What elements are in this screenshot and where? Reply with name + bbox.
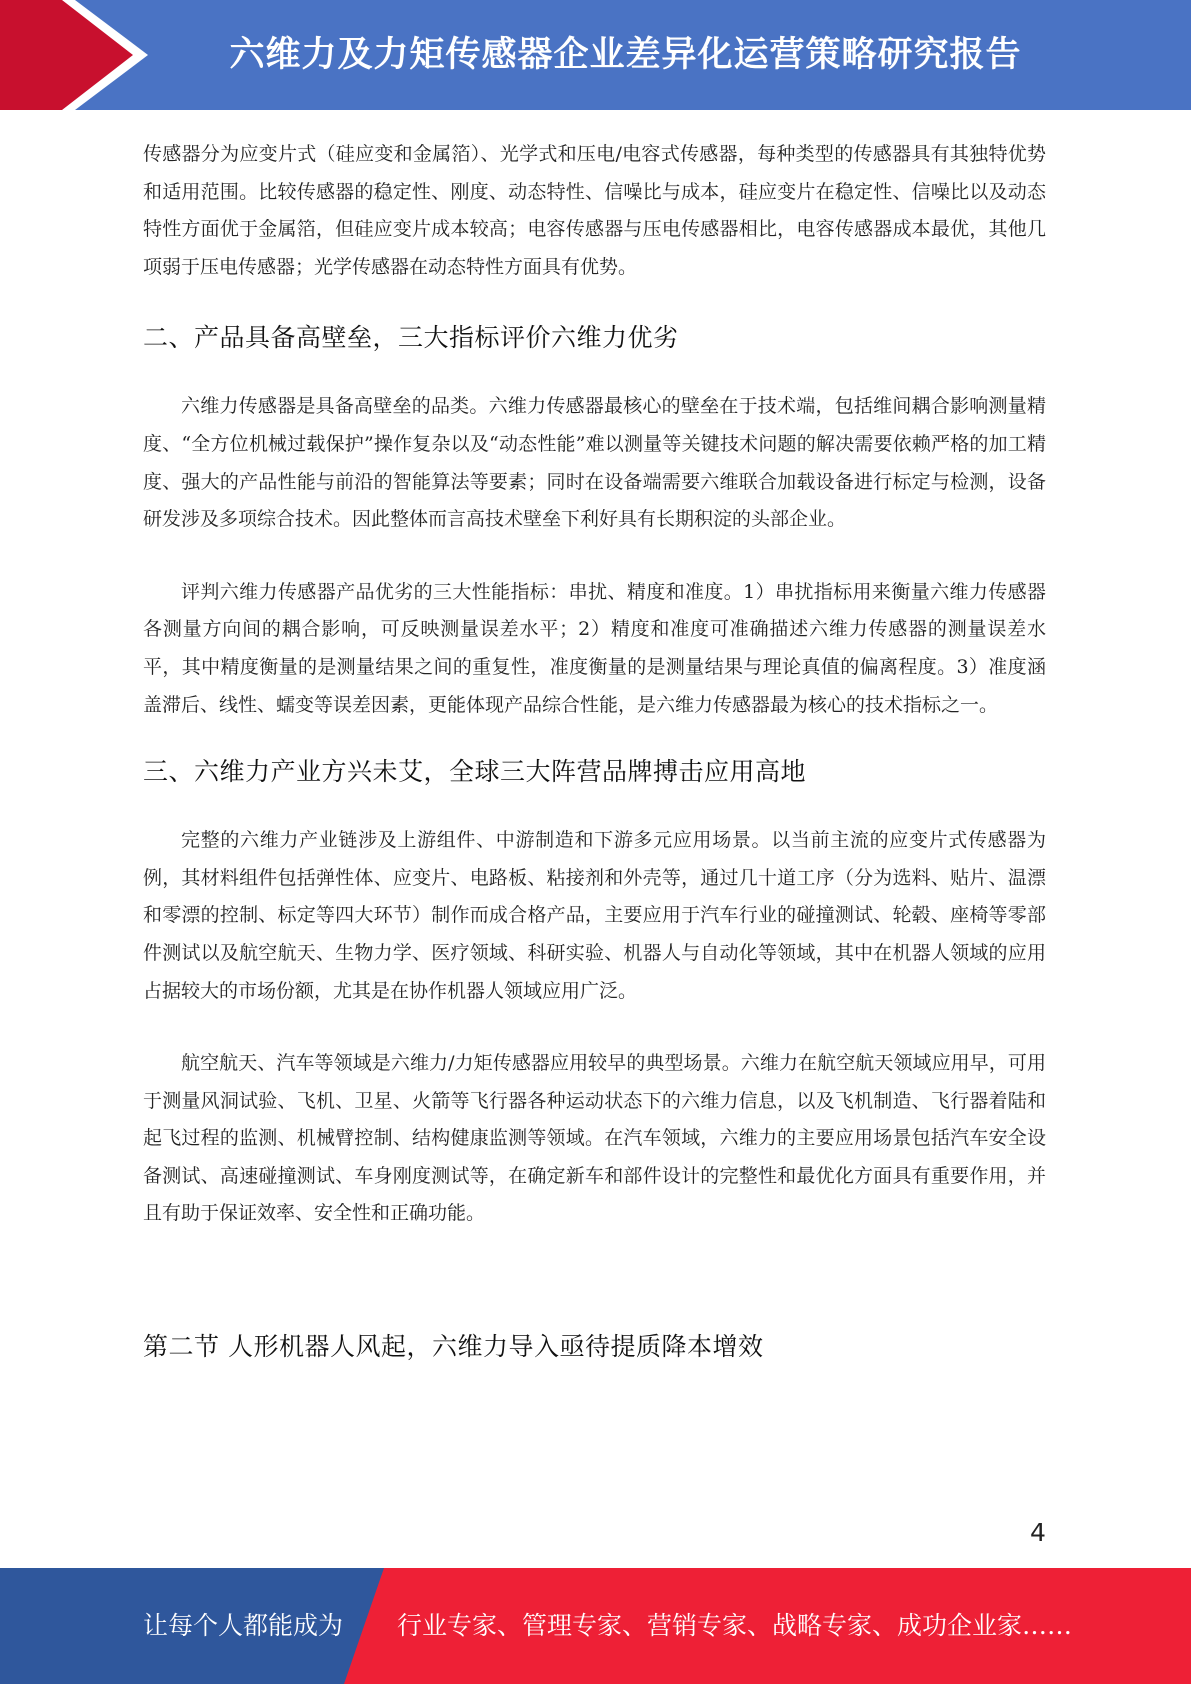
barrier-paragraph: 六维力传感器是具备高壁垒的品类。六维力传感器最核心的壁垒在于技术端，包括维间耦合影响测量精度、“全方位机械过载保护”操作复杂以及“动态性能”难以测量等关键技术问题的解决需要依赖严格的加工精度、强大的产品性能与前沿的智能算法等要素；同时在设备端需要六维联合加载设备进行标定与检测，设备研发涉及多项综合技术。因此整体而言高技术壁垒下利好具有长期积淀的头部企业。: [143, 395, 1046, 531]
report-title: 六维力及力矩传感器企业差异化运营策略研究报告: [229, 35, 1022, 75]
footer-slogan-right: 行业专家、管理专家、营销专家、战略专家、成功企业家……: [397, 1611, 1073, 1640]
page-footer: [0, 1568, 1191, 1684]
chapter-section-title: 第二节 人形机器人风起，六维力导入亟待提质降本增效: [143, 1332, 764, 1362]
page-header: [0, 0, 1191, 110]
intro-paragraph: 传感器分为应变片式（硅应变和金属箔）、光学式和压电/电容式传感器，每种类型的传感器具有其独特优势和适用范围。比较传感器的稳定性、刚度、动态特性、信噪比与成本，硅应变片在稳定性、信噪比以及动态特性方面优于金属箔，但硅应变片成本较高；电容传感器与压电传感器相比，电容传感器成本最优，其他几项弱于压电传感器；光学传感器在动态特性方面具有优势。: [143, 143, 1046, 278]
aerospace-auto-paragraph: 航空航天、汽车等领域是六维力/力矩传感器应用较早的典型场景。六维力在航空航天领域应用早，可用于测量风洞试验、飞机、卫星、火箭等飞行器各种运动状态下的六维力信息，以及飞机制造、飞行器着陆和起飞过程的监测、机械臂控制、结构健康监测等领域。在汽车领域，六维力的主要应用场景包括汽车安全设备测试、高速碰撞测试、车身刚度测试等，在确定新车和部件设计的完整性和最优化方面具有重要作用，并且有助于保证效率、安全性和正确功能。: [143, 1052, 1046, 1225]
page-number: 4: [1030, 1518, 1046, 1547]
metrics-paragraph: 评判六维力传感器产品优劣的三大性能指标：串扰、精度和准度。1）串扰指标用来衡量六维力传感器各测量方向间的耦合影响，可反映测量误差水平；2）精度和准度可准确描述六维力传感器的测量误差水平，其中精度衡量的是测量结果之间的重复性，准度衡量的是测量结果与理论真值的偏离程度。3）准度涵盖滞后、线性、蠕变等误差因素，更能体现产品综合性能，是六维力传感器最为核心的技术指标之一。: [143, 580, 1046, 716]
main-content: [143, 136, 1046, 1363]
industry-chain-paragraph: 完整的六维力产业链涉及上游组件、中游制造和下游多元应用场景。以当前主流的应变片式传感器为例，其材料组件包括弹性体、应变片、电路板、粘接剂和外壳等，通过几十道工序（分为选料、贴片、温漂和零漂的控制、标定等四大环节）制作而成合格产品，主要应用于汽车行业的碰撞测试、轮毂、座椅等零部件测试以及航空航天、生物力学、医疗领域、科研实验、机器人与自动化等领域，其中在机器人领域的应用占据较大的市场份额，尤其是在协作机器人领域应用广泛。: [143, 829, 1046, 1002]
section-heading-2: 二、产品具备高壁垒，三大指标评价六维力优劣: [143, 323, 679, 353]
section-heading-3: 三、六维力产业方兴未艾，全球三大阵营品牌搏击应用高地: [143, 757, 807, 787]
footer-slogan-left: 让每个人都能成为: [143, 1611, 344, 1640]
